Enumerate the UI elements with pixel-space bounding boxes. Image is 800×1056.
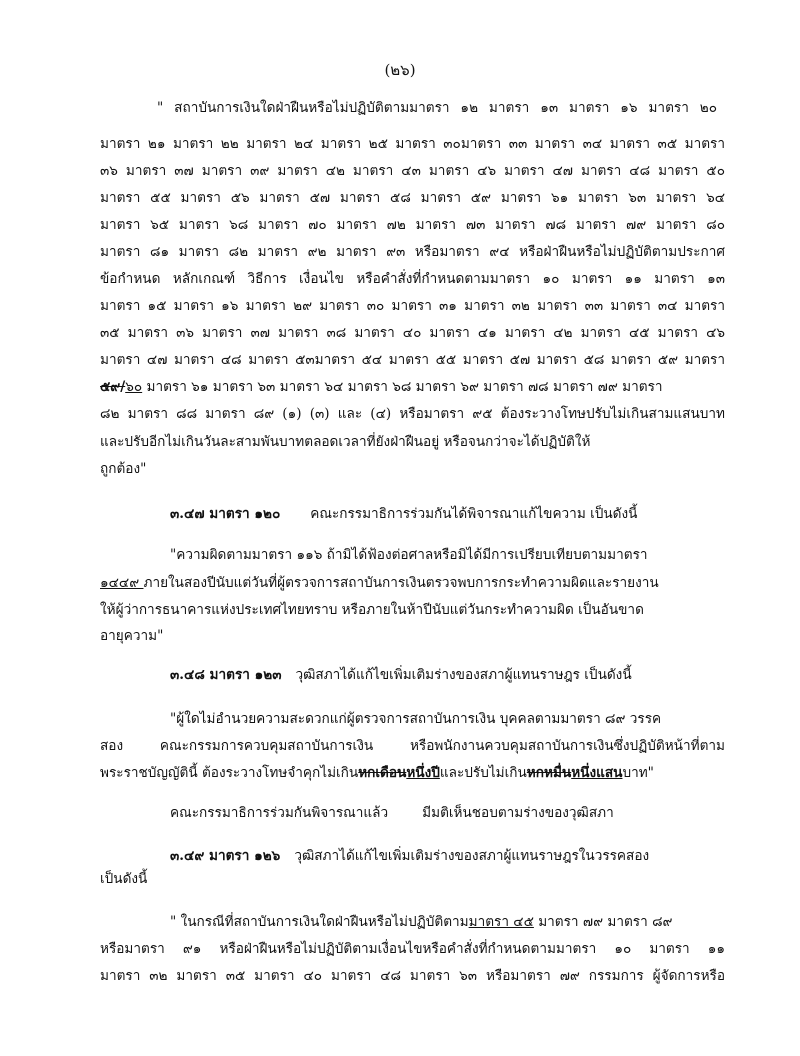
struck-text: ๕๙/ — [100, 379, 126, 395]
section-349-quote-1 — [170, 911, 673, 933]
para1-line-12: ๘๒ มาตรา ๘๘ มาตรา ๘๙ (๑) (๓) และ (๔) หรือมาตรา ๙๕ ต้องระวางโทษปรับไม่เกินสามแสนบาท — [100, 406, 725, 422]
section-348-heading-text: วุฒิสภาได้แก้ไขเพิ่มเติมร่างของสภาผู้แทนราษฎร เป็นดังนี้ — [295, 667, 632, 683]
section-347-quote-2-rest: ภายในสองปีนับแต่วันที่ผู้ตรวจการสถาบันการเงินตรวจพบการกระทำความผิดและรายงาน — [143, 575, 659, 591]
para1-line-8: มาตรา ๑๕ มาตรา ๑๖ มาตรา ๒๙ มาตรา ๓๐ มาตรา ๓๑ มาตรา ๓๒ มาตรา ๓๓ มาตรา ๓๔ มาตรา — [100, 298, 725, 314]
para1-line-6: มาตรา ๘๑ มาตรา ๘๒ มาตรา ๙๒ มาตรา ๙๓ หรือมาตรา ๙๔ หรือฝ่าฝืนหรือไม่ปฏิบัติตามประกาศ — [100, 244, 725, 260]
section-349-heading — [170, 845, 649, 867]
section-349-quote-2: หรือมาตรา ๙๑ หรือฝ่าฝืนหรือไม่ปฏิบัติตามเงื่อนไขหรือคำสั่งที่กำหนดตามมาตรา ๑๐ มาตรา ๑๑ — [100, 941, 725, 957]
section-349-quote-1-b: มาตรา ๗๙ มาตรา ๘๙ — [533, 914, 673, 930]
para1-line-9: ๓๕ มาตรา ๓๖ มาตรา ๓๗ มาตรา ๓๘ มาตรา ๔๐ มาตรา ๔๑ มาตรา ๔๒ มาตรา ๔๕ มาตรา ๔๖ — [100, 325, 725, 341]
para1-line-10: มาตรา ๔๗ มาตรา ๔๘ มาตรา ๕๓มาตรา ๕๔ มาตรา ๕๕ มาตรา ๕๗ มาตรา ๕๘ มาตรา ๕๙ มาตรา — [100, 352, 725, 368]
page-number: (๒๖) — [384, 61, 416, 79]
para1-line-13: และปรับอีกไม่เกินวันละสามพันบาทตลอดเวลาที่ยังฝ่าฝืนอยู่ หรือจนกว่าจะได้ปฏิบัติให้ — [100, 434, 591, 450]
section-348-quote-1: "ผู้ใดไม่อำนวยความสะดวกแก่ผู้ตรวจการสถาบันการเงิน บุคคลตามมาตรา ๘๙ วรรค — [170, 711, 662, 727]
section-347-quote-2 — [100, 572, 659, 594]
section-347-heading-text: คณะกรรมาธิการร่วมกันได้พิจารณาแก้ไขความ เป็นดังนี้ — [310, 506, 638, 522]
section-348-quote-3-c: บาท" — [622, 765, 654, 781]
section-348-quote-2: สอง คณะกรรมการควบคุมสถาบันการเงิน หรือพนักงานควบคุมสถาบันการเงินซึ่งปฏิบัติหน้าที่ตาม — [100, 738, 725, 754]
committee-resolution-text: มีมติเห็นชอบตามร่างของวุฒิสภา — [422, 805, 614, 821]
section-347-quote-3: ให้ผู้ว่าการธนาคารแห่งประเทศไทยทราบ หรือภายในห้าปีนับแต่วันกระทำความผิด เป็นอันขาด — [100, 602, 644, 618]
section-347-heading — [170, 503, 637, 525]
inserted-text: มาตรา ๔๕ — [468, 914, 534, 930]
inserted-text: ๑๔๔๙ — [100, 575, 144, 591]
section-349-heading-cont: เป็นดังนี้ — [100, 871, 148, 887]
committee-resolution — [170, 802, 614, 824]
inserted-text: ๖๐ — [125, 379, 143, 395]
section-349-quote-3: มาตรา ๓๒ มาตรา ๓๕ มาตรา ๔๐ มาตรา ๔๘ มาตรา ๖๓ หรือมาตรา ๗๙ กรรมการ ผู้จัดการหรือ — [100, 968, 725, 984]
section-347-quote-4: อายุความ" — [100, 628, 164, 644]
section-348-quote-3-a: พระราชบัญญัตินี้ ต้องระวางโทษจำคุกไม่เกิน — [100, 765, 359, 781]
para1-line-4: มาตรา ๕๕ มาตรา ๕๖ มาตรา ๕๗ มาตรา ๕๘ มาตรา ๕๙ มาตรา ๖๑ มาตรา ๖๓ มาตรา ๖๔ — [100, 190, 725, 206]
para1-line-2: มาตรา ๒๑ มาตรา ๒๒ มาตรา ๒๔ มาตรา ๒๕ มาตรา ๓๐มาตรา ๓๓ มาตรา ๓๔ มาตรา ๓๕ มาตรา — [100, 136, 725, 152]
inserted-text: หนึ่งปี — [406, 765, 440, 781]
committee-label: คณะกรรมาธิการร่วมกันพิจารณาแล้ว — [170, 805, 389, 821]
struck-text: หกหมื่น — [526, 765, 572, 781]
section-347-quote-1: "ความผิดตามมาตรา ๑๑๖ ถ้ามิได้ฟ้องต่อศาลหรือมิได้มีการเปรียบเทียบตามมาตรา — [170, 547, 648, 563]
section-348-quote-3-b: และปรับไม่เกิน — [439, 765, 527, 781]
para1-line-11 — [100, 376, 663, 398]
para1-line-7: ข้อกำหนด หลักเกณฑ์ วิธีการ เงื่อนไข หรือคำสั่งที่กำหนดตามมาตรา ๑๐ มาตรา ๑๑ มาตรา ๑๓ — [100, 271, 725, 287]
para1-line-11-rest: มาตรา ๖๑ มาตรา ๖๓ มาตรา ๖๔ มาตรา ๖๘ มาตรา ๖๙ มาตรา ๗๘ มาตรา ๗๙ มาตรา — [142, 379, 663, 395]
para1-line-3: ๓๖ มาตรา ๓๗ มาตรา ๓๙ มาตรา ๔๒ มาตรา ๔๓ มาตรา ๔๖ มาตรา ๔๗ มาตรา ๔๘ มาตรา ๕๐ — [100, 163, 725, 179]
section-348-quote-3 — [100, 762, 654, 784]
section-349-quote-1-a: " ในกรณีที่สถาบันการเงินใดฝ่าฝืนหรือไม่ปฏิบัติตาม — [170, 914, 469, 930]
para1-line-5: มาตรา ๖๕ มาตรา ๖๘ มาตรา ๗๐ มาตรา ๗๒ มาตรา ๗๓ มาตรา ๗๘ มาตรา ๗๙ มาตรา ๘๐ — [100, 217, 725, 233]
section-348-number: ๓.๔๘ มาตรา ๑๒๓ — [170, 667, 282, 683]
para1-line-14: ถูกต้อง" — [100, 461, 147, 477]
inserted-text: หนึ่งแสน — [571, 765, 623, 781]
struck-text: หกเดือน — [358, 765, 407, 781]
para1-line-1: " สถาบันการเงินใดฝ่าฝืนหรือไม่ปฏิบัติตามมาตรา ๑๒ มาตรา ๑๓ มาตรา ๑๖ มาตรา ๒๐ — [157, 100, 717, 116]
section-348-heading — [170, 664, 632, 686]
section-349-heading-text: วุฒิสภาได้แก้ไขเพิ่มเติมร่างของสภาผู้แทนราษฎรในวรรคสอง — [294, 848, 650, 864]
section-347-number: ๓.๔๗ มาตรา ๑๒๐ — [170, 506, 281, 522]
section-349-number: ๓.๔๙ มาตรา ๑๒๖ — [170, 848, 281, 864]
